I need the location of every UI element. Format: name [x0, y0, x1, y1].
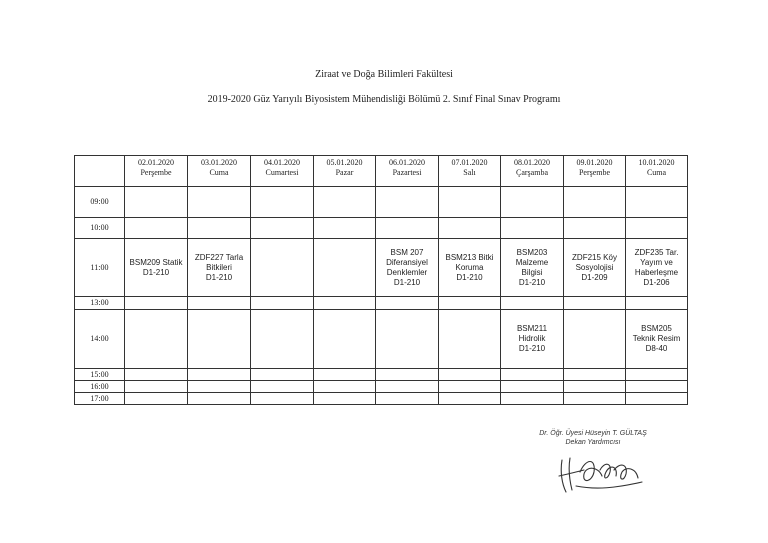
exam-cell	[501, 310, 564, 369]
empty-cell	[564, 369, 626, 381]
corner-cell	[75, 156, 125, 187]
empty-cell	[251, 393, 314, 405]
empty-cell	[251, 187, 314, 218]
empty-cell	[125, 381, 188, 393]
empty-cell	[251, 369, 314, 381]
empty-cell	[188, 310, 251, 369]
empty-cell	[501, 393, 564, 405]
empty-cell	[626, 369, 688, 381]
day-weekday: Salı	[463, 168, 476, 177]
exam-cell	[439, 239, 501, 297]
exam-line: Sosyolojisi	[575, 262, 614, 272]
day-weekday: Cuma	[646, 168, 667, 177]
empty-cell	[439, 310, 501, 369]
exam-line: Diferansiyel	[386, 257, 428, 267]
signatory-block	[518, 429, 668, 447]
day-weekday: Pazartesi	[392, 168, 422, 177]
empty-cell	[376, 310, 439, 369]
empty-cell	[188, 381, 251, 393]
exam-line: BSM211	[516, 324, 548, 333]
empty-cell	[626, 218, 688, 239]
exam-line: Denklemler	[386, 267, 428, 277]
day-weekday: Cumartesi	[265, 168, 299, 177]
empty-cell	[501, 187, 564, 218]
exam-line: Yayım ve	[640, 257, 673, 267]
empty-cell	[376, 218, 439, 239]
day-date: 08.01.2020	[514, 158, 550, 167]
exam-line: Teknik Resim	[632, 334, 681, 343]
empty-cell	[564, 187, 626, 218]
signatory-name: Dr. Öğr. Üyesi Hüseyin T. GÜLTAŞ	[539, 430, 647, 437]
day-header-9	[626, 156, 688, 187]
empty-cell	[439, 297, 501, 310]
exam-line: D1-210	[205, 272, 233, 282]
empty-cell	[376, 369, 439, 381]
empty-cell	[564, 218, 626, 239]
empty-cell	[439, 187, 501, 218]
exam-cell	[626, 239, 688, 297]
exam-line: BSM209 Statik	[129, 257, 183, 267]
empty-cell	[251, 239, 314, 297]
exam-line: D1-209	[581, 272, 608, 282]
empty-cell	[125, 297, 188, 310]
time-row	[75, 187, 688, 218]
empty-cell	[626, 187, 688, 218]
day-header-1	[125, 156, 188, 187]
empty-cell	[626, 297, 688, 310]
day-date: 03.01.2020	[201, 158, 237, 167]
time-row	[75, 381, 688, 393]
empty-cell	[376, 187, 439, 218]
empty-cell	[626, 381, 688, 393]
empty-cell	[188, 297, 251, 310]
empty-cell	[439, 381, 501, 393]
exam-cell	[626, 310, 688, 369]
time-slot: 11:00	[75, 239, 125, 297]
day-header-3	[251, 156, 314, 187]
exam-line: D1-210	[518, 277, 546, 287]
faculty-title: Ziraat ve Doğa Bilimleri Fakültesi	[315, 69, 453, 80]
time-row	[75, 297, 688, 310]
empty-cell	[125, 310, 188, 369]
signatory-role: Dekan Yardımcısı	[565, 439, 621, 446]
exam-cell	[188, 239, 251, 297]
exam-line: Koruma	[455, 262, 484, 272]
exam-line: Haberleşme	[634, 267, 679, 277]
empty-cell	[188, 393, 251, 405]
time-slot: 14:00	[75, 310, 125, 369]
empty-cell	[376, 393, 439, 405]
empty-cell	[564, 297, 626, 310]
exam-line: BSM203	[516, 247, 548, 257]
day-weekday: Perşembe	[140, 168, 172, 177]
time-row	[75, 218, 688, 239]
empty-cell	[501, 369, 564, 381]
time-row	[75, 310, 688, 369]
exam-line: Bitkileri	[206, 262, 232, 272]
exam-schedule-table	[74, 155, 688, 405]
exam-line: D8-40	[645, 344, 668, 353]
exam-line: Hidrolik	[518, 334, 546, 343]
empty-cell	[439, 369, 501, 381]
header-row	[75, 156, 688, 187]
empty-cell	[251, 218, 314, 239]
exam-line: BSM 207	[390, 247, 424, 257]
exam-line: BSM205	[641, 324, 672, 333]
day-header-8	[564, 156, 626, 187]
day-weekday: Çarşamba	[516, 168, 548, 177]
empty-cell	[188, 218, 251, 239]
day-weekday: Perşembe	[578, 168, 611, 177]
time-slot: 15:00	[75, 369, 125, 381]
handwritten-signature	[556, 450, 646, 496]
empty-cell	[188, 369, 251, 381]
exam-line: ZDF235 Tar.	[634, 247, 679, 257]
empty-cell	[125, 369, 188, 381]
exam-line: Malzeme	[515, 257, 549, 267]
empty-cell	[314, 239, 376, 297]
exam-line: BSM213 Bitki	[445, 252, 494, 262]
day-date: 07.01.2020	[451, 158, 488, 167]
empty-cell	[314, 381, 376, 393]
empty-cell	[314, 369, 376, 381]
exam-cell	[501, 239, 564, 297]
empty-cell	[564, 381, 626, 393]
empty-cell	[251, 297, 314, 310]
day-date: 04.01.2020	[264, 158, 300, 167]
empty-cell	[439, 218, 501, 239]
exam-line: D1-206	[643, 277, 670, 287]
exam-cell	[376, 239, 439, 297]
time-row	[75, 393, 688, 405]
time-slot: 10:00	[75, 218, 125, 239]
day-date: 05.01.2020	[326, 158, 363, 167]
empty-cell	[626, 393, 688, 405]
time-row	[75, 369, 688, 381]
day-weekday: Pazar	[335, 168, 354, 177]
empty-cell	[125, 218, 188, 239]
empty-cell	[314, 218, 376, 239]
day-date: 09.01.2020	[576, 158, 613, 167]
empty-cell	[188, 187, 251, 218]
time-slot: 16:00	[75, 381, 125, 393]
exam-line: Bilgisi	[521, 267, 543, 277]
empty-cell	[125, 187, 188, 218]
empty-cell	[125, 393, 188, 405]
empty-cell	[251, 381, 314, 393]
exam-line: D1-210	[518, 344, 546, 353]
exam-line: ZDF215 Köy	[572, 252, 617, 262]
day-header-4	[314, 156, 376, 187]
empty-cell	[314, 393, 376, 405]
day-date: 06.01.2020	[389, 158, 425, 167]
day-header-6	[439, 156, 501, 187]
exam-cell	[125, 239, 188, 297]
empty-cell	[314, 310, 376, 369]
empty-cell	[314, 187, 376, 218]
empty-cell	[501, 218, 564, 239]
empty-cell	[501, 297, 564, 310]
exam-line: D1-210	[142, 267, 170, 277]
exam-line: D1-210	[393, 277, 421, 287]
day-weekday: Cuma	[209, 168, 229, 177]
day-header-2	[188, 156, 251, 187]
exam-line: D1-210	[456, 272, 483, 282]
empty-cell	[501, 381, 564, 393]
empty-cell	[376, 381, 439, 393]
day-date: 10.01.2020	[638, 158, 675, 167]
program-title: 2019-2020 Güz Yarıyılı Biyosistem Mühendisliği Bölümü 2. Sınıf Final Sınav Programı	[207, 94, 561, 105]
exam-cell	[564, 239, 626, 297]
day-date: 02.01.2020	[138, 158, 174, 167]
time-slot: 13:00	[75, 297, 125, 310]
time-slot: 09:00	[75, 187, 125, 218]
empty-cell	[439, 393, 501, 405]
time-slot: 17:00	[75, 393, 125, 405]
empty-cell	[564, 393, 626, 405]
exam-line: ZDF227 Tarla	[194, 252, 244, 262]
empty-cell	[314, 297, 376, 310]
day-header-7	[501, 156, 564, 187]
day-header-5	[376, 156, 439, 187]
empty-cell	[251, 310, 314, 369]
time-row	[75, 239, 688, 297]
empty-cell	[564, 310, 626, 369]
empty-cell	[376, 297, 439, 310]
